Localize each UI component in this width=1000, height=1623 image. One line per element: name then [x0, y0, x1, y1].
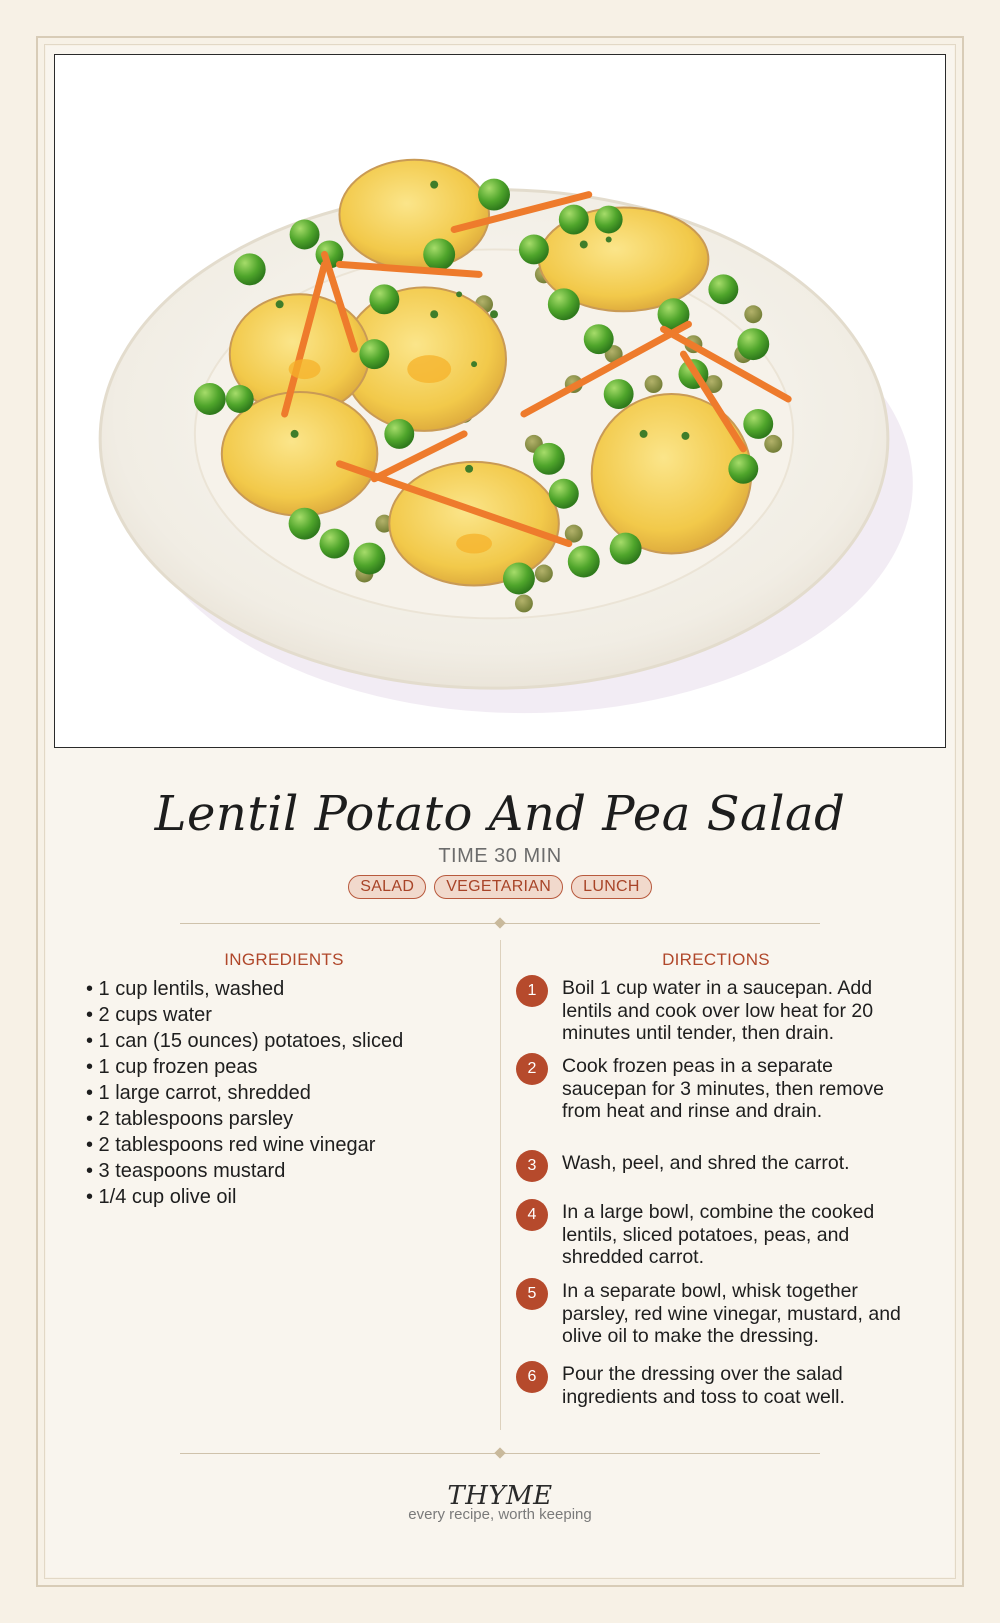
ingredient-item: • 3 teaspoons mustard — [86, 1160, 286, 1182]
step-number-badge: 1 — [516, 975, 548, 1007]
ingredient-item: • 1 large carrot, shredded — [86, 1082, 311, 1104]
ingredient-item: • 2 tablespoons parsley — [86, 1108, 294, 1130]
step-text: In a large bowl, combine the cooked lentils, sliced potatoes, peas, and shredded carrot. — [562, 1201, 875, 1268]
ingredients-heading: INGREDIENTS — [224, 950, 344, 969]
step-number-badge: 5 — [516, 1278, 548, 1310]
brand-name: THYME — [447, 1481, 553, 1511]
recipe-title: Lentil Potato And Pea Salad — [154, 786, 846, 842]
step-text: Cook frozen peas in a separate saucepan for 3 minutes, then remove from heat and rinse and drain. — [562, 1055, 884, 1122]
ingredient-item: • 2 tablespoons red wine vinegar — [86, 1134, 376, 1156]
step-number-badge: 4 — [516, 1199, 548, 1231]
brand-tagline: every recipe, worth keeping — [408, 1506, 592, 1523]
step-text: In a separate bowl, whisk together parsley, red wine vinegar, mustard, and olive oil to make the dressing. — [562, 1280, 901, 1347]
ingredients-list — [86, 976, 403, 1210]
step-number-badge: 2 — [516, 1053, 548, 1085]
tag-vegetarian[interactable]: VEGETARIAN — [434, 875, 563, 899]
ingredient-item: • 1/4 cup olive oil — [86, 1186, 237, 1208]
tag-salad[interactable]: SALAD — [348, 875, 426, 899]
step-number-badge: 6 — [516, 1361, 548, 1393]
column-divider — [500, 940, 501, 1430]
directions-heading: DIRECTIONS — [662, 950, 770, 969]
step-text: Wash, peel, and shred the carrot. — [562, 1152, 850, 1174]
ingredient-item: • 1 cup lentils, washed — [86, 978, 285, 1000]
step-number-badge: 3 — [516, 1150, 548, 1182]
salad-plate-illustration — [55, 55, 945, 747]
ingredient-item: • 1 cup frozen peas — [86, 1056, 258, 1078]
step-text: Boil 1 cup water in a saucepan. Add lentils and cook over low heat for 20 minutes until tender, then drain. — [562, 977, 874, 1044]
step-text: Pour the dressing over the salad ingredients and toss to coat well. — [562, 1363, 845, 1408]
recipe-time: TIME 30 MIN — [438, 845, 562, 867]
ingredient-item: • 2 cups water — [86, 1004, 212, 1026]
ingredient-item: • 1 can (15 ounces) potatoes, sliced — [86, 1030, 404, 1052]
tag-list — [0, 875, 1000, 899]
tag-lunch[interactable]: LUNCH — [571, 875, 652, 899]
recipe-photo — [54, 54, 946, 748]
